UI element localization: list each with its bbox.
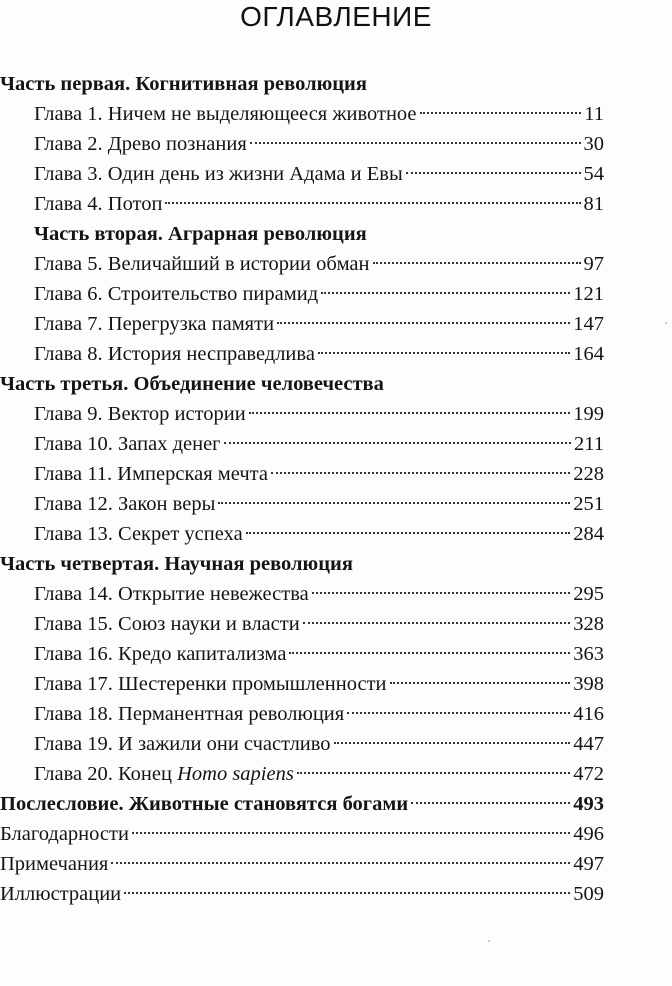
dot-leader — [312, 592, 571, 594]
toc-page-number: 284 — [573, 523, 604, 545]
toc-entry-chapter-6 — [0, 279, 604, 309]
toc-page-number: 147 — [573, 313, 604, 335]
dot-leader — [303, 622, 571, 624]
toc-entry-chapter-13 — [0, 519, 604, 549]
toc-entry-title: Примечания — [0, 853, 109, 875]
paper-speck — [665, 322, 667, 324]
dot-leader — [224, 442, 571, 444]
toc-entry-title: Глава 2. Древо познания — [34, 133, 247, 155]
toc-entry-title: Глава 8. История несправедлива — [34, 343, 315, 365]
dot-leader — [289, 652, 570, 654]
toc-part-2 — [0, 219, 604, 249]
toc-entry-title: Глава 5. Величайший в истории обман — [34, 253, 370, 275]
toc-page-number: 97 — [583, 253, 604, 275]
table-of-contents — [0, 69, 604, 909]
toc-entry-chapter-4 — [0, 189, 604, 219]
dot-leader — [124, 892, 570, 894]
toc-entry-chapter-8 — [0, 339, 604, 369]
toc-page-number: 251 — [573, 493, 604, 515]
dot-leader — [165, 202, 580, 204]
toc-part-3 — [0, 369, 604, 399]
dot-leader — [111, 862, 570, 864]
toc-entry-title: Глава 6. Строительство пирамид — [34, 283, 319, 305]
toc-page-number: 416 — [573, 703, 604, 725]
toc-entry-chapter-12 — [0, 489, 604, 519]
toc-page-number: 295 — [573, 583, 604, 605]
toc-entry-title: Глава 18. Перманентная революция — [34, 703, 345, 725]
toc-entry-title: Глава 4. Потоп — [34, 193, 163, 215]
toc-page-number: 121 — [573, 283, 604, 305]
toc-part-4 — [0, 549, 604, 579]
dot-leader — [246, 532, 571, 534]
toc-entry-title: Глава 13. Секрет успеха — [34, 523, 243, 545]
toc-entry-title: Глава 10. Запах денег — [34, 433, 221, 455]
toc-page-number: 497 — [573, 853, 604, 875]
dot-leader — [321, 292, 570, 294]
toc-part-title: Часть третья. Объединение человечества — [0, 373, 384, 395]
dot-leader — [334, 742, 571, 744]
dot-leader — [218, 502, 570, 504]
toc-page-number: 509 — [573, 883, 604, 905]
dot-leader — [132, 832, 570, 834]
toc-entry-chapter-20 — [0, 759, 604, 789]
toc-entry-title: Глава 16. Кредо капитализма — [34, 643, 287, 665]
toc-entry-title: Глава 15. Союз науки и власти — [34, 613, 300, 635]
toc-entry-title: Глава 7. Перегрузка памяти — [34, 313, 275, 335]
toc-entry-afterword — [0, 789, 604, 819]
toc-page-number: 447 — [573, 733, 604, 755]
toc-part-title: Часть четвертая. Научная революция — [0, 553, 353, 575]
dot-leader — [277, 322, 570, 324]
toc-entry-title: Глава 3. Один день из жизни Адама и Евы — [34, 163, 403, 185]
toc-page-number: 363 — [573, 643, 604, 665]
toc-page-number: 398 — [573, 673, 604, 695]
toc-part-title: Часть первая. Когнитивная революция — [0, 73, 367, 95]
toc-entry-chapter-3 — [0, 159, 604, 189]
toc-page-number: 496 — [573, 823, 604, 845]
toc-entry-chapter-1 — [0, 99, 604, 129]
paper-speck — [488, 940, 490, 942]
toc-page-number: 11 — [584, 103, 604, 125]
dot-leader — [250, 142, 581, 144]
toc-part-1 — [0, 69, 604, 99]
toc-page-number: 472 — [573, 763, 604, 785]
toc-entry-chapter-18 — [0, 699, 604, 729]
dot-leader — [390, 682, 571, 684]
dot-leader — [297, 772, 570, 774]
toc-entry-title: Глава 1. Ничем не выделяющееся животное — [34, 103, 417, 125]
toc-entry-chapter-14 — [0, 579, 604, 609]
toc-page-number: 328 — [573, 613, 604, 635]
toc-entry-chapter-15 — [0, 609, 604, 639]
toc-entry-chapter-10 — [0, 429, 604, 459]
toc-entry-notes — [0, 849, 604, 879]
toc-entry-title: Глава 11. Имперская мечта — [34, 463, 268, 485]
toc-page-number: 81 — [583, 193, 604, 215]
toc-entry-chapter-7 — [0, 309, 604, 339]
toc-entry-chapter-9 — [0, 399, 604, 429]
toc-entry-title — [34, 759, 294, 789]
toc-page-number: 199 — [573, 403, 604, 425]
toc-entry-chapter-17 — [0, 669, 604, 699]
toc-entry-title: Глава 12. Закон веры — [34, 493, 216, 515]
toc-entry-title: Глава 9. Вектор истории — [34, 403, 246, 425]
dot-leader — [406, 172, 581, 174]
toc-entry-title: Глава 17. Шестеренки промышленности — [34, 673, 387, 695]
dot-leader — [271, 472, 570, 474]
toc-entry-title: Глава 19. И зажили они счастливо — [34, 733, 331, 755]
toc-entry-title-italic: Homo sapiens — [177, 763, 294, 785]
toc-page-number: 30 — [583, 133, 604, 155]
page-title: ОГЛАВЛЕНИЕ — [240, 1, 432, 32]
toc-entry-acknowledgements — [0, 819, 604, 849]
toc-entry-chapter-16 — [0, 639, 604, 669]
dot-leader — [373, 262, 581, 264]
dot-leader — [318, 352, 570, 354]
toc-page-number: 228 — [573, 463, 604, 485]
toc-entry-chapter-11 — [0, 459, 604, 489]
dot-leader — [420, 112, 582, 114]
dot-leader — [347, 712, 570, 714]
toc-entry-title: Иллюстрации — [0, 883, 122, 905]
toc-page-number: 493 — [573, 793, 604, 815]
toc-entry-title-prefix: Глава 20. Конец — [34, 763, 178, 785]
toc-entry-chapter-19 — [0, 729, 604, 759]
toc-page-number: 164 — [573, 343, 604, 365]
toc-entry-chapter-5 — [0, 249, 604, 279]
toc-entry-illustrations — [0, 879, 604, 909]
toc-entry-title: Благодарности — [0, 823, 129, 845]
dot-leader — [411, 802, 570, 804]
toc-entry-chapter-2 — [0, 129, 604, 159]
toc-page-number: 211 — [574, 433, 604, 455]
toc-entry-title: Послесловие. Животные становятся богами — [0, 793, 409, 815]
dot-leader — [249, 412, 571, 414]
toc-page-number: 54 — [583, 163, 604, 185]
toc-part-title: Часть вторая. Аграрная революция — [34, 223, 367, 245]
toc-entry-title: Глава 14. Открытие невежества — [34, 583, 309, 605]
